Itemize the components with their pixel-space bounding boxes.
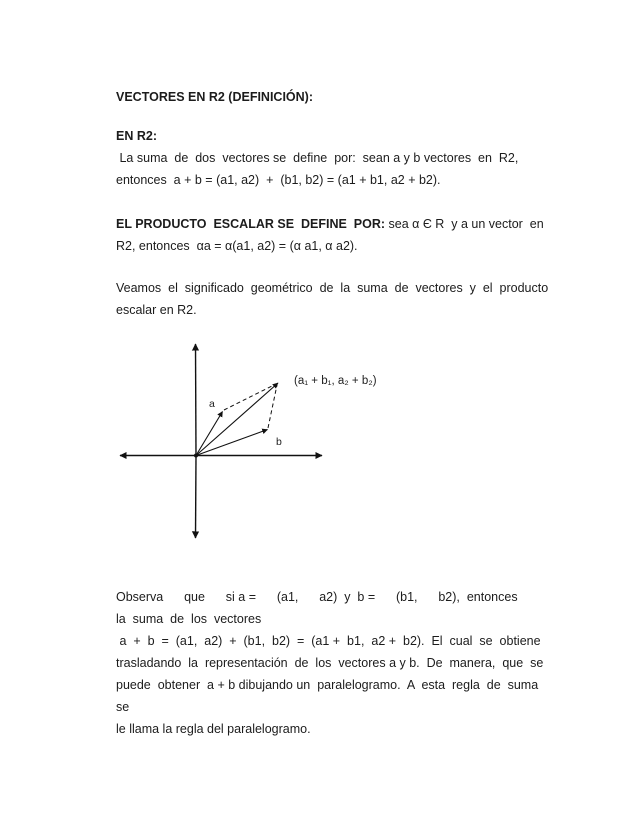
closing-line6: le llama la regla del paralelogramo.: [116, 722, 311, 736]
paragraph-geometric-intro: [116, 277, 556, 321]
paragraph-parallelogram-rule: [116, 586, 556, 740]
closing-line4: trasladando la representación de los vectores a y b. De manera, que se: [116, 656, 544, 670]
paragraph-sum-definition: [116, 147, 556, 191]
closing-line5: puede obtener a + b dibujando un paralelogramo. A esta regla de suma se: [116, 678, 546, 714]
closing-line3: a + b = (a1, a2) + (b1, b2) = (a1 + b1, a2 + b2). El cual se obtiene: [116, 634, 541, 648]
scalar-definition-lead: EL PRODUCTO ESCALAR SE DEFINE POR:: [116, 217, 386, 231]
geometric-intro-line1: Veamos el significado geométrico de la suma de vectores y el producto: [116, 281, 549, 295]
vector-sum-parallelogram-diagram: [110, 336, 390, 548]
y-axis-negative-line: [196, 456, 197, 539]
vector-b-label: b: [276, 436, 282, 448]
sum-definition-line2: entonces a + b = (a1, a2) + (b1, b2) = (a1 + b1, a2 + b2).: [116, 173, 441, 187]
vector-b-line: [196, 430, 268, 456]
scalar-definition-line2: R2, entonces αa = α(a1, a2) = (α a1, α a2).: [116, 239, 358, 253]
closing-line2: la suma de los vectores: [116, 612, 262, 626]
page-title-text: VECTORES EN R2 (DEFINICIÓN):: [116, 90, 314, 104]
origin-point: [194, 454, 198, 458]
section-heading-en-r2: [116, 125, 556, 147]
closing-line1: Observa que si a = (a1, a2) y b = (b1, b2), entonces: [116, 590, 518, 604]
parallelogram-side-from-b-dashed: [268, 385, 277, 428]
paragraph-scalar-definition: [116, 213, 556, 257]
section-heading-text: EN R2:: [116, 129, 157, 143]
geometric-intro-line2: escalar en R2.: [116, 303, 197, 317]
parallelogram-side-from-a-dashed: [224, 384, 276, 410]
page-title: [116, 86, 556, 108]
sum-definition-line1: La suma de dos vectores se define por: sean a y b vectores en R2,: [116, 151, 519, 165]
vector-a-label: a: [209, 398, 215, 410]
scalar-definition-line1: [116, 213, 556, 235]
y-axis-positive-line: [196, 344, 197, 456]
vector-sum-line: [196, 383, 278, 456]
sum-point-coordinates-label: (a₁ + b₁, a₂ + b₂): [294, 375, 377, 387]
scalar-definition-line1-rest: sea α Є R y a un vector en: [385, 217, 544, 231]
vector-a-line: [196, 412, 223, 456]
